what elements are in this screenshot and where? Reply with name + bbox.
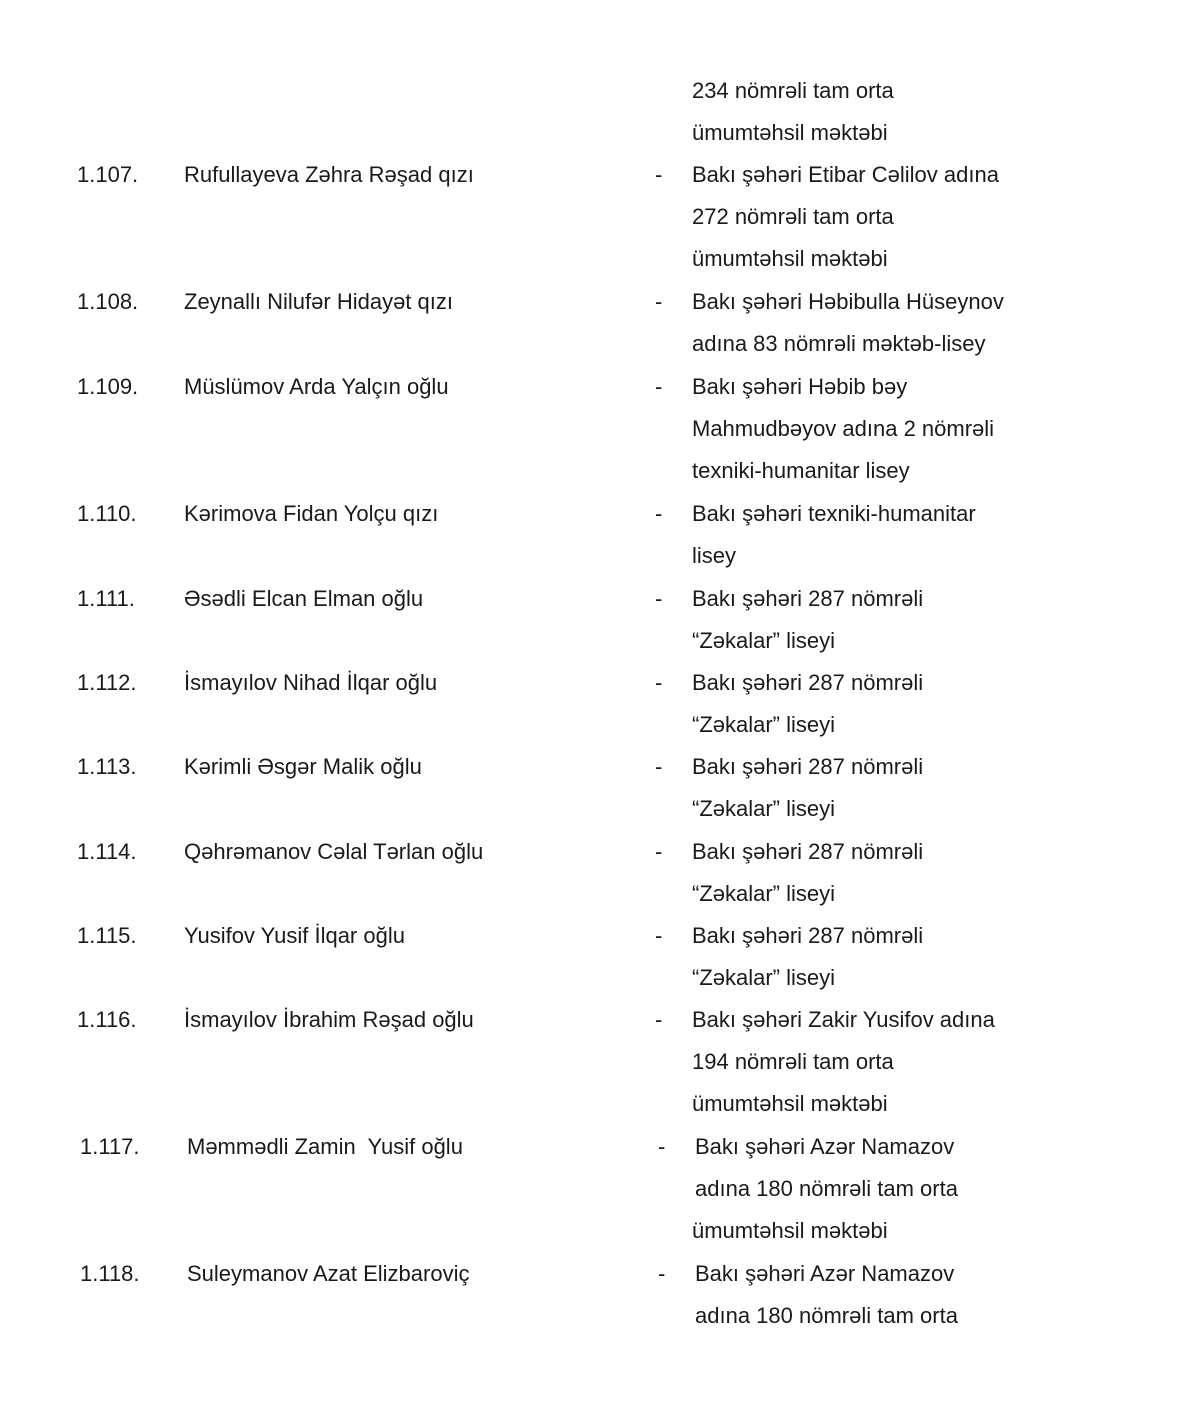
entry-number: 1.118.: [80, 1261, 140, 1286]
separator-dash: -: [655, 754, 663, 779]
school-name: [692, 493, 1172, 577]
school-line: ümumtəhsil məktəbi: [692, 1218, 888, 1243]
school-line: adına 180 nömrəli tam orta: [695, 1176, 958, 1201]
school-line: Bakı şəhəri texniki-humanitar: [692, 501, 976, 526]
school-line: Bakı şəhəri Azər Namazov: [695, 1134, 955, 1159]
separator-dash: -: [655, 289, 663, 314]
school-name: [695, 1253, 1175, 1337]
person-name: Zeynallı Nilufər Hidayət qızı: [184, 289, 453, 314]
entry-number: 1.115.: [77, 923, 137, 948]
school-line: Mahmudbəyov adına 2 nömrəli: [692, 416, 995, 441]
school-line: Bakı şəhəri Etibar Cəlilov adına: [692, 162, 999, 187]
school-name: [692, 831, 1172, 915]
school-line: Bakı şəhəri Zakir Yusifov adına: [692, 1007, 995, 1032]
person-name: İsmayılov İbrahim Rəşad oğlu: [184, 1007, 474, 1032]
person-name: Kərimli Əsgər Malik oğlu: [184, 754, 422, 779]
school-line: “Zəkalar” liseyi: [692, 796, 836, 821]
school-line: ümumtəhsil məktəbi: [692, 246, 888, 271]
school-name: [692, 1126, 1175, 1252]
school-line: Bakı şəhəri Həbib bəy: [692, 374, 908, 399]
school-line: Bakı şəhəri 287 nömrəli: [692, 754, 924, 779]
separator-dash: -: [655, 501, 663, 526]
person-name: Yusifov Yusif İlqar oğlu: [184, 923, 405, 948]
school-line: Bakı şəhəri Həbibulla Hüseynov: [692, 289, 1004, 314]
school-line: texniki-humanitar lisey: [692, 458, 910, 483]
entry-number: 1.108.: [77, 289, 139, 314]
separator-dash: -: [655, 1007, 663, 1032]
separator-dash: -: [655, 923, 663, 948]
separator-dash: -: [658, 1134, 666, 1159]
separator-dash: -: [658, 1261, 666, 1286]
school-name: [692, 915, 1172, 999]
separator-dash: -: [655, 162, 663, 187]
entry-number: 1.116.: [77, 1007, 137, 1032]
school-name: [692, 662, 1172, 746]
school-line: “Zəkalar” liseyi: [692, 881, 836, 906]
entry-number: 1.112.: [77, 670, 137, 695]
person-name: Qəhrəmanov Cəlal Tərlan oğlu: [184, 839, 484, 864]
school-line: Bakı şəhəri 287 nömrəli: [692, 923, 924, 948]
person-name: Müslümov Arda Yalçın oğlu: [184, 374, 449, 399]
school-line: Bakı şəhəri 287 nömrəli: [692, 670, 924, 695]
school-name: [692, 281, 1172, 365]
school-line: lisey: [692, 543, 737, 568]
entry-number: 1.110.: [77, 501, 137, 526]
school-name: [692, 154, 1172, 280]
person-name: İsmayılov Nihad İlqar oğlu: [184, 670, 438, 695]
school-name: [692, 366, 1172, 492]
school-line: Bakı şəhəri Azər Namazov: [695, 1261, 955, 1286]
school-line: adına 180 nömrəli tam orta: [695, 1303, 958, 1328]
school-line: ümumtəhsil məktəbi: [692, 1091, 888, 1116]
school-name: [692, 999, 1172, 1125]
entry-number: 1.109.: [77, 374, 139, 399]
person-name: Rufullayeva Zəhra Rəşad qızı: [184, 162, 474, 187]
school-name: [692, 578, 1172, 662]
person-name: Məmmədli Zamin Yusif oğlu: [187, 1134, 463, 1159]
separator-dash: -: [655, 586, 663, 611]
person-name: Suleymanov Azat Elizbaroviç: [187, 1261, 470, 1286]
entry-number: 1.111.: [77, 586, 135, 611]
continued-school-text: [692, 70, 1172, 154]
entry-number: 1.114.: [77, 839, 137, 864]
person-name: Kərimova Fidan Yolçu qızı: [184, 501, 439, 526]
school-line: adına 83 nömrəli məktəb-lisey: [692, 331, 986, 356]
school-line: “Zəkalar” liseyi: [692, 628, 836, 653]
school-line: “Zəkalar” liseyi: [692, 965, 836, 990]
separator-dash: -: [655, 670, 663, 695]
entry-number: 1.113.: [77, 754, 137, 779]
school-line: 272 nömrəli tam orta: [692, 204, 894, 229]
school-line: 194 nömrəli tam orta: [692, 1049, 894, 1074]
school-line: 234 nömrəli tam orta: [692, 78, 894, 103]
school-line: Bakı şəhəri 287 nömrəli: [692, 839, 924, 864]
entry-number: 1.117.: [80, 1134, 140, 1159]
entry-number: 1.107.: [77, 162, 139, 187]
school-name: [692, 746, 1172, 830]
separator-dash: -: [655, 374, 663, 399]
separator-dash: -: [655, 839, 663, 864]
school-line: ümumtəhsil məktəbi: [692, 120, 888, 145]
school-line: “Zəkalar” liseyi: [692, 712, 836, 737]
person-name: Əsədli Elcan Elman oğlu: [184, 586, 424, 611]
school-line: Bakı şəhəri 287 nömrəli: [692, 586, 924, 611]
